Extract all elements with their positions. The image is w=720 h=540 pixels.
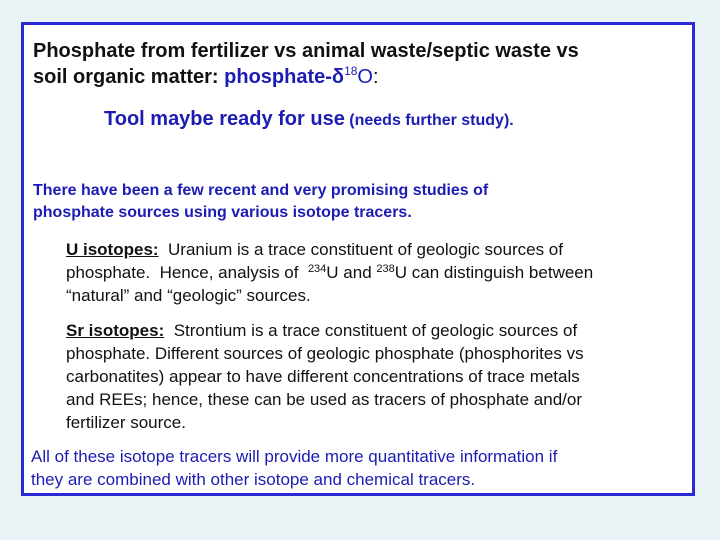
u-isotopes-line-3: “natural” and “geologic” sources. [66, 286, 311, 305]
u-mass-238: 238 [376, 263, 395, 275]
sr-isotopes-line-5: fertilizer source. [66, 413, 186, 432]
intro-line-1: There have been a few recent and very promising studies of [33, 182, 489, 199]
sr-isotopes-line-1-text: Strontium is a trace constituent of geologic sources of [164, 321, 578, 340]
tool-status-main: Tool maybe ready for use [104, 108, 345, 130]
isotope-symbol: O [357, 66, 373, 88]
slide-title [33, 38, 693, 90]
sr-isotopes-label: Sr isotopes: [66, 321, 165, 340]
title-colon: : [372, 66, 379, 88]
u-line-2-part-b: U and [326, 263, 377, 282]
isotope-name [224, 66, 373, 88]
title-line-1: Phosphate from fertilizer vs animal waste/septic waste vs [33, 40, 579, 62]
sr-isotopes-line-4: and REEs; hence, these can be used as tracers of phosphate and/or [66, 390, 583, 409]
u-isotopes-line-2 [66, 261, 696, 284]
title-line-2 [33, 64, 693, 90]
tool-status-note: (needs further study). [349, 112, 514, 129]
u-isotopes-label: U isotopes: [66, 240, 159, 259]
sr-isotopes-line-3: carbonatites) appear to have different concentrations of trace metals [66, 367, 580, 386]
closing-line-2: they are combined with other isotope and chemical tracers. [31, 470, 476, 489]
sr-isotopes-paragraph [66, 319, 696, 434]
tool-status [104, 108, 514, 131]
u-line-2-part-c: U can distinguish between [394, 263, 594, 282]
closing-line-1: All of these isotope tracers will provide more quantitative information if [31, 447, 558, 466]
isotope-mass: 18 [344, 64, 358, 78]
intro-line-2: phosphate sources using various isotope tracers. [33, 204, 412, 221]
intro-paragraph [33, 180, 673, 224]
sr-isotopes-line-2: phosphate. Different sources of geologic phosphate (phosphorites vs [66, 344, 584, 363]
u-mass-234: 234 [307, 263, 327, 275]
isotope-name-text: phosphate-δ [224, 66, 345, 88]
u-line-2-part-a: phosphate. Hence, analysis of [66, 263, 308, 282]
sr-isotopes-line-1 [66, 319, 696, 342]
u-isotopes-line-1-text: Uranium is a trace constituent of geologic sources of [158, 240, 563, 259]
u-isotopes-paragraph [66, 238, 696, 307]
closing-paragraph [31, 445, 681, 491]
title-line-2-prefix: soil organic matter: [33, 66, 225, 88]
u-isotopes-line-1 [66, 238, 696, 261]
